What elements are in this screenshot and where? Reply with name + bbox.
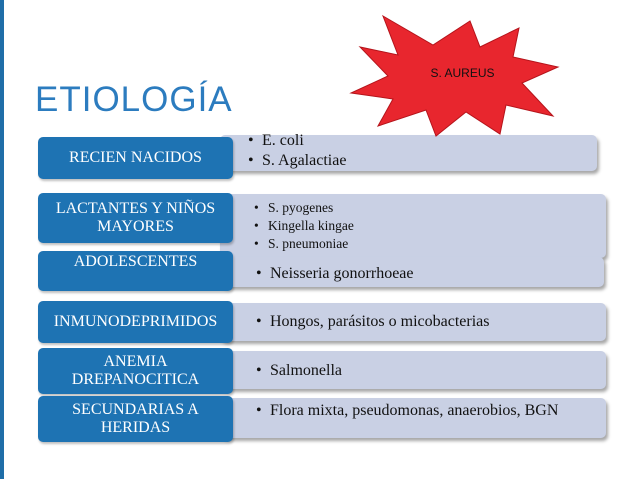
slide-title: ETIOLOGÍA: [35, 80, 233, 119]
category-recien-nacidos: RECIEN NACIDOS: [38, 137, 233, 179]
item-list-recien-nacidos: [248, 131, 346, 171]
item-list-adolescentes: [256, 264, 414, 284]
callout-label: S. AUREUS: [430, 66, 495, 80]
category-adolescentes: ADOLESCENTES: [38, 251, 233, 291]
list-item: • S. Agalactiae: [248, 151, 346, 171]
item-list-lactantes: [254, 199, 354, 253]
item-list-inmunodeprimidos: [256, 312, 490, 332]
list-item: • Salmonella: [256, 361, 342, 381]
list-item: • Kingella kingae: [254, 217, 354, 235]
slide-accent-border: [0, 0, 4, 479]
item-list-secundarias: [256, 401, 586, 421]
category-lactantes-y-ninos-mayores: LACTANTES Y NIÑOS MAYORES: [38, 193, 233, 243]
category-secundarias-a-heridas: SECUNDARIAS A HERIDAS: [38, 396, 233, 442]
category-anemia-drepanocitica: ANEMIA DREPANOCITICA: [38, 348, 233, 394]
list-item: • Hongos, parásitos o micobacterias: [256, 312, 490, 332]
category-inmunodeprimidos: INMUNODEPRIMIDOS: [38, 301, 233, 343]
item-list-anemia: [256, 361, 342, 381]
list-item: • E. coli: [248, 131, 346, 151]
list-item: • S. pyogenes: [254, 199, 354, 217]
list-item: • S. pneumoniae: [254, 235, 354, 253]
list-item: • Neisseria gonorrhoeae: [256, 264, 414, 284]
list-item: • Flora mixta, pseudomonas, anaerobios, BGN: [256, 401, 586, 421]
